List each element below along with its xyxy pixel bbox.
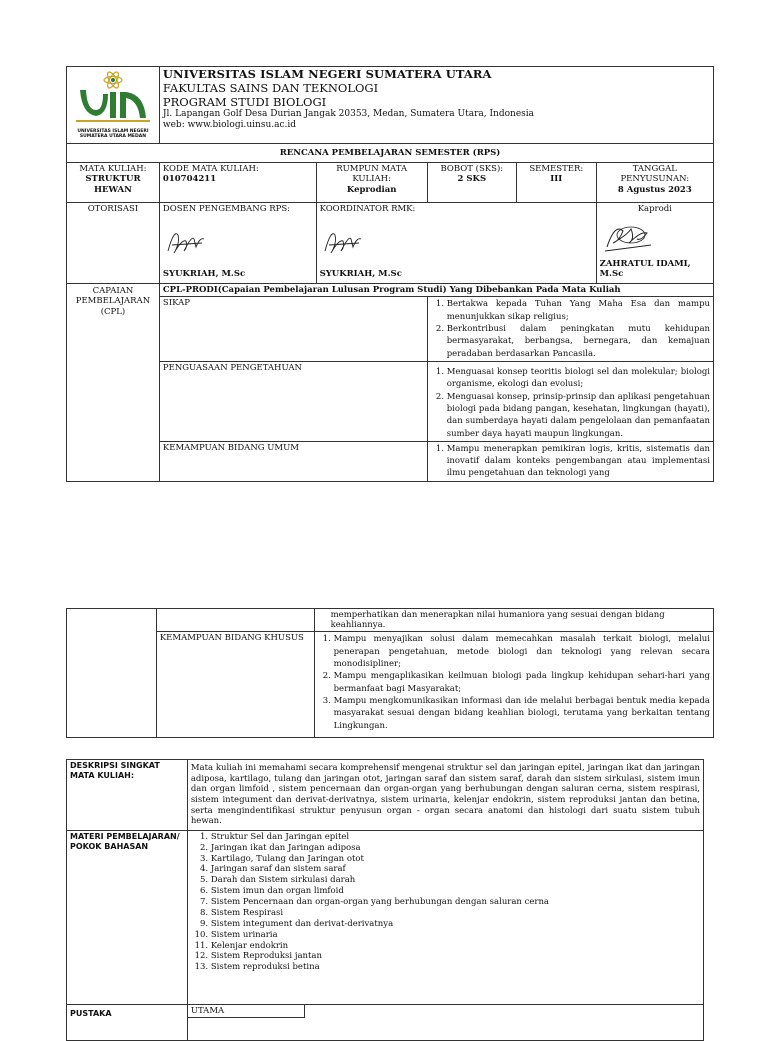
coordinator-signature [321, 225, 365, 259]
list-item: 13. Sistem reproduksi betina [211, 962, 700, 973]
list-item: 2. Berkontribusi dalam peningkatan mutu kehidupan bermasyarakat, berbangsa, bernegara, dan kemajuan peradaban berdasarkan Pancasila. [447, 323, 710, 360]
course-code-cell [159, 163, 316, 203]
date-value: 8 Agustus 2023 [617, 184, 692, 195]
rumpun-value: Keprodian [346, 184, 397, 195]
list-item: 2. Jaringan ikat dan Jaringan adiposa [211, 843, 700, 854]
semester-label: SEMESTER: [529, 164, 584, 175]
website: web: www.biologi.uinsu.ac.id [162, 120, 297, 131]
list-item: 2. Mampu mengaplikasikan keilmuan biologi pada lingkup kehidupan sehari-hari yang bermanfaat bagi Masyarakat; [334, 670, 710, 695]
list-item: 2. Menguasai konsep, prinsip-prinsip dan aplikasi pengetahuan biologi pada bidang pangan, kesehatan, lingkungan (hayati), dan sumberdaya hayati dalam pengelolaan dan pemanfaatan sumber daya hayati maupun lingkungan. [447, 391, 710, 440]
developer-name: SYUKRIAH, M.Sc [162, 269, 246, 279]
rumpun-label: RUMPUN MATA KULIAH: [336, 164, 408, 185]
developer-cell [159, 203, 316, 284]
sikap-cell [427, 297, 713, 362]
description-label: DESKRIPSI SINGKAT MATA KULIAH: [67, 760, 188, 831]
pustaka-cell [187, 1004, 703, 1040]
logo-caption-line1: UNIVERSITAS ISLAM NEGERI [77, 128, 149, 134]
cpl-heading: CPL-PRODI(Capaian Pembelajaran Lulusan Program Studi) Yang Dibebankan Pada Mata Kuliah [159, 284, 713, 297]
rps-header-table [66, 66, 714, 482]
list-item: 1. Bertakwa kepada Tuhan Yang Maha Esa dan mampu menunjukkan sikap religius; [447, 298, 710, 323]
list-item: 1. Struktur Sel dan Jaringan epitel [211, 832, 700, 843]
rumpun-cell [316, 163, 427, 203]
cpl-continuation-table [66, 608, 714, 738]
coordinator-label: KOORDINATOR RMK: [319, 204, 416, 215]
date-cell [596, 163, 713, 203]
cpl-label: CAPAIAN PEMBELAJARAN (CPL) [67, 284, 160, 482]
list-item: 11. Kelenjar endokrin [211, 941, 700, 952]
semester-value: III [550, 174, 563, 185]
pengetahuan-cell [427, 361, 713, 441]
umum-label-continued [156, 609, 314, 632]
institution-info [159, 67, 713, 144]
umum-label: KEMAMPUAN BIDANG UMUM [159, 441, 427, 481]
authorization-row [67, 203, 714, 284]
pustaka-utama-label: UTAMA [188, 1005, 305, 1019]
khusus-label: KEMAMPUAN BIDANG KHUSUS [156, 632, 314, 738]
list-item: 4. Jaringan saraf dan sistem saraf [211, 864, 700, 875]
course-code-value: 010704211 [162, 174, 217, 185]
coordinator-cell [316, 203, 596, 284]
faculty-name: FAKULTAS SAINS DAN TEKNOLOGI [162, 80, 379, 95]
pengetahuan-list [431, 366, 710, 440]
course-info-row [67, 163, 714, 203]
credit-cell [427, 163, 516, 203]
course-name-cell [67, 163, 160, 203]
course-name-value: STRUKTUR HEWAN [85, 174, 141, 195]
document-title: RENCANA PEMBELAJARAN SEMESTER (RPS) [67, 144, 714, 163]
course-name-label: MATA KULIAH: [79, 164, 147, 175]
list-item: 1. Menguasai konsep teoritis biologi sel dan molekular; biologi organisme, ekologi dan evolusi; [447, 366, 710, 391]
kaprodi-signature [601, 217, 657, 255]
list-item: 5. Darah dan Sistem sirkulasi darah [211, 875, 700, 886]
list-item: 3. Mampu mengkomunikasikan informasi dan ide melalui berbagai bentuk media kepada masyarakat sesuai dengan bidang keahlian biologi, terutama yang berkaitan tentang Lingkungan. [334, 695, 710, 732]
materi-cell [187, 830, 703, 1004]
date-label: TANGGAL PENYUSUNAN: [620, 164, 690, 185]
kaprodi-cell [596, 203, 713, 284]
course-code-label: KODE MATA KULIAH: [162, 164, 259, 175]
materi-list [191, 832, 700, 973]
university-name: UNIVERSITAS ISLAM NEGERI SUMATERA UTARA [162, 67, 492, 81]
list-item: 12. Sistem Reproduksi jantan [211, 951, 700, 962]
authorization-label: OTORISASI [67, 203, 160, 284]
cpl-label-continued [67, 609, 157, 738]
list-item: 7. Sistem Pencernaan dan organ-organ yang berhubungan dengan saluran cerna [211, 897, 700, 908]
umum-cell [427, 441, 713, 481]
developer-signature [164, 225, 208, 259]
list-item: 6. Sistem imun dan organ limfoid [211, 886, 700, 897]
uinsu-logo [72, 70, 154, 126]
kaprodi-label: Kaprodi [637, 204, 672, 215]
description-text: Mata kuliah ini memahami secara komprehensif mengenai struktur sel dan jaringan epitel, jaringan ikat dan jaringan adiposa, kartilago, tulang dan jaringan otot, jaringan saraf dan sistem saraf, darah dan sistem sirkulasi, sistem imun dan organ limfoid , sistem pencernaan dan organ-organ yang berhubungan dengan saluran cerna, sistem respirasi, sistem integument dan derivat-derivatnya, sistem urinaria, kelenjar endokrin, sistem reproduksi jantan dan betina, serta mengindentifikasi struktur penyusun organ - organ secara anatomi dan histologi dari suatu sistem tubuh hewan. [187, 760, 703, 831]
developer-label: DOSEN PENGEMBANG RPS: [162, 204, 291, 215]
address: Jl. Lapangan Golf Desa Durian Jangak 20353, Medan, Sumatera Utara, Indonesia [162, 109, 535, 120]
logo-caption-line2: SUMATERA UTARA MEDAN [79, 133, 146, 139]
credit-value: 2 SKS [457, 174, 487, 185]
list-item: 9. Sistem integument dan derivat-derivatnya [211, 919, 700, 930]
list-item: 1. Mampu menyajikan solusi dalam memecahkan masalah terkait biologi, melalui penerapan pengetahuan, metode biologi dan teknologi yang relevan secara monodisipliner; [334, 633, 710, 670]
list-item: 10. Sistem urinaria [211, 930, 700, 941]
pengetahuan-label: PENGUASAAN PENGETAHUAN [159, 361, 427, 441]
pustaka-label: PUSTAKA [67, 1004, 188, 1040]
kaprodi-name: ZAHRATUL IDAMI, M.Sc [599, 258, 691, 279]
program-name: PROGRAM STUDI BIOLOGI [162, 94, 327, 109]
sikap-label: SIKAP [159, 297, 427, 362]
coordinator-name: SYUKRIAH, M.Sc [319, 269, 402, 279]
khusus-list [318, 633, 710, 732]
materi-label: MATERI PEMBELAJARAN/ POKOK BAHASAN [67, 830, 188, 1004]
umum-item-continued: memperhatikan dan menerapkan nilai humaniora yang sesuai dengan bidang keahliannya. [314, 609, 713, 632]
umum-list [431, 443, 710, 480]
list-item: 8. Sistem Respirasi [211, 908, 700, 919]
list-item: 3. Kartilago, Tulang dan Jaringan otot [211, 854, 700, 865]
semester-cell [516, 163, 596, 203]
credit-label: BOBOT (SKS): [440, 164, 504, 175]
institution-row [67, 67, 714, 144]
course-description-table [66, 759, 704, 1041]
khusus-cell [314, 632, 713, 738]
logo-cell [67, 67, 160, 144]
list-item: 1. Mampu menerapkan pemikiran logis, kritis, sistematis dan inovatif dalam konteks pengembangan atau implementasi ilmu pengetahuan dan teknologi yang [447, 443, 710, 480]
sikap-list [431, 298, 710, 360]
